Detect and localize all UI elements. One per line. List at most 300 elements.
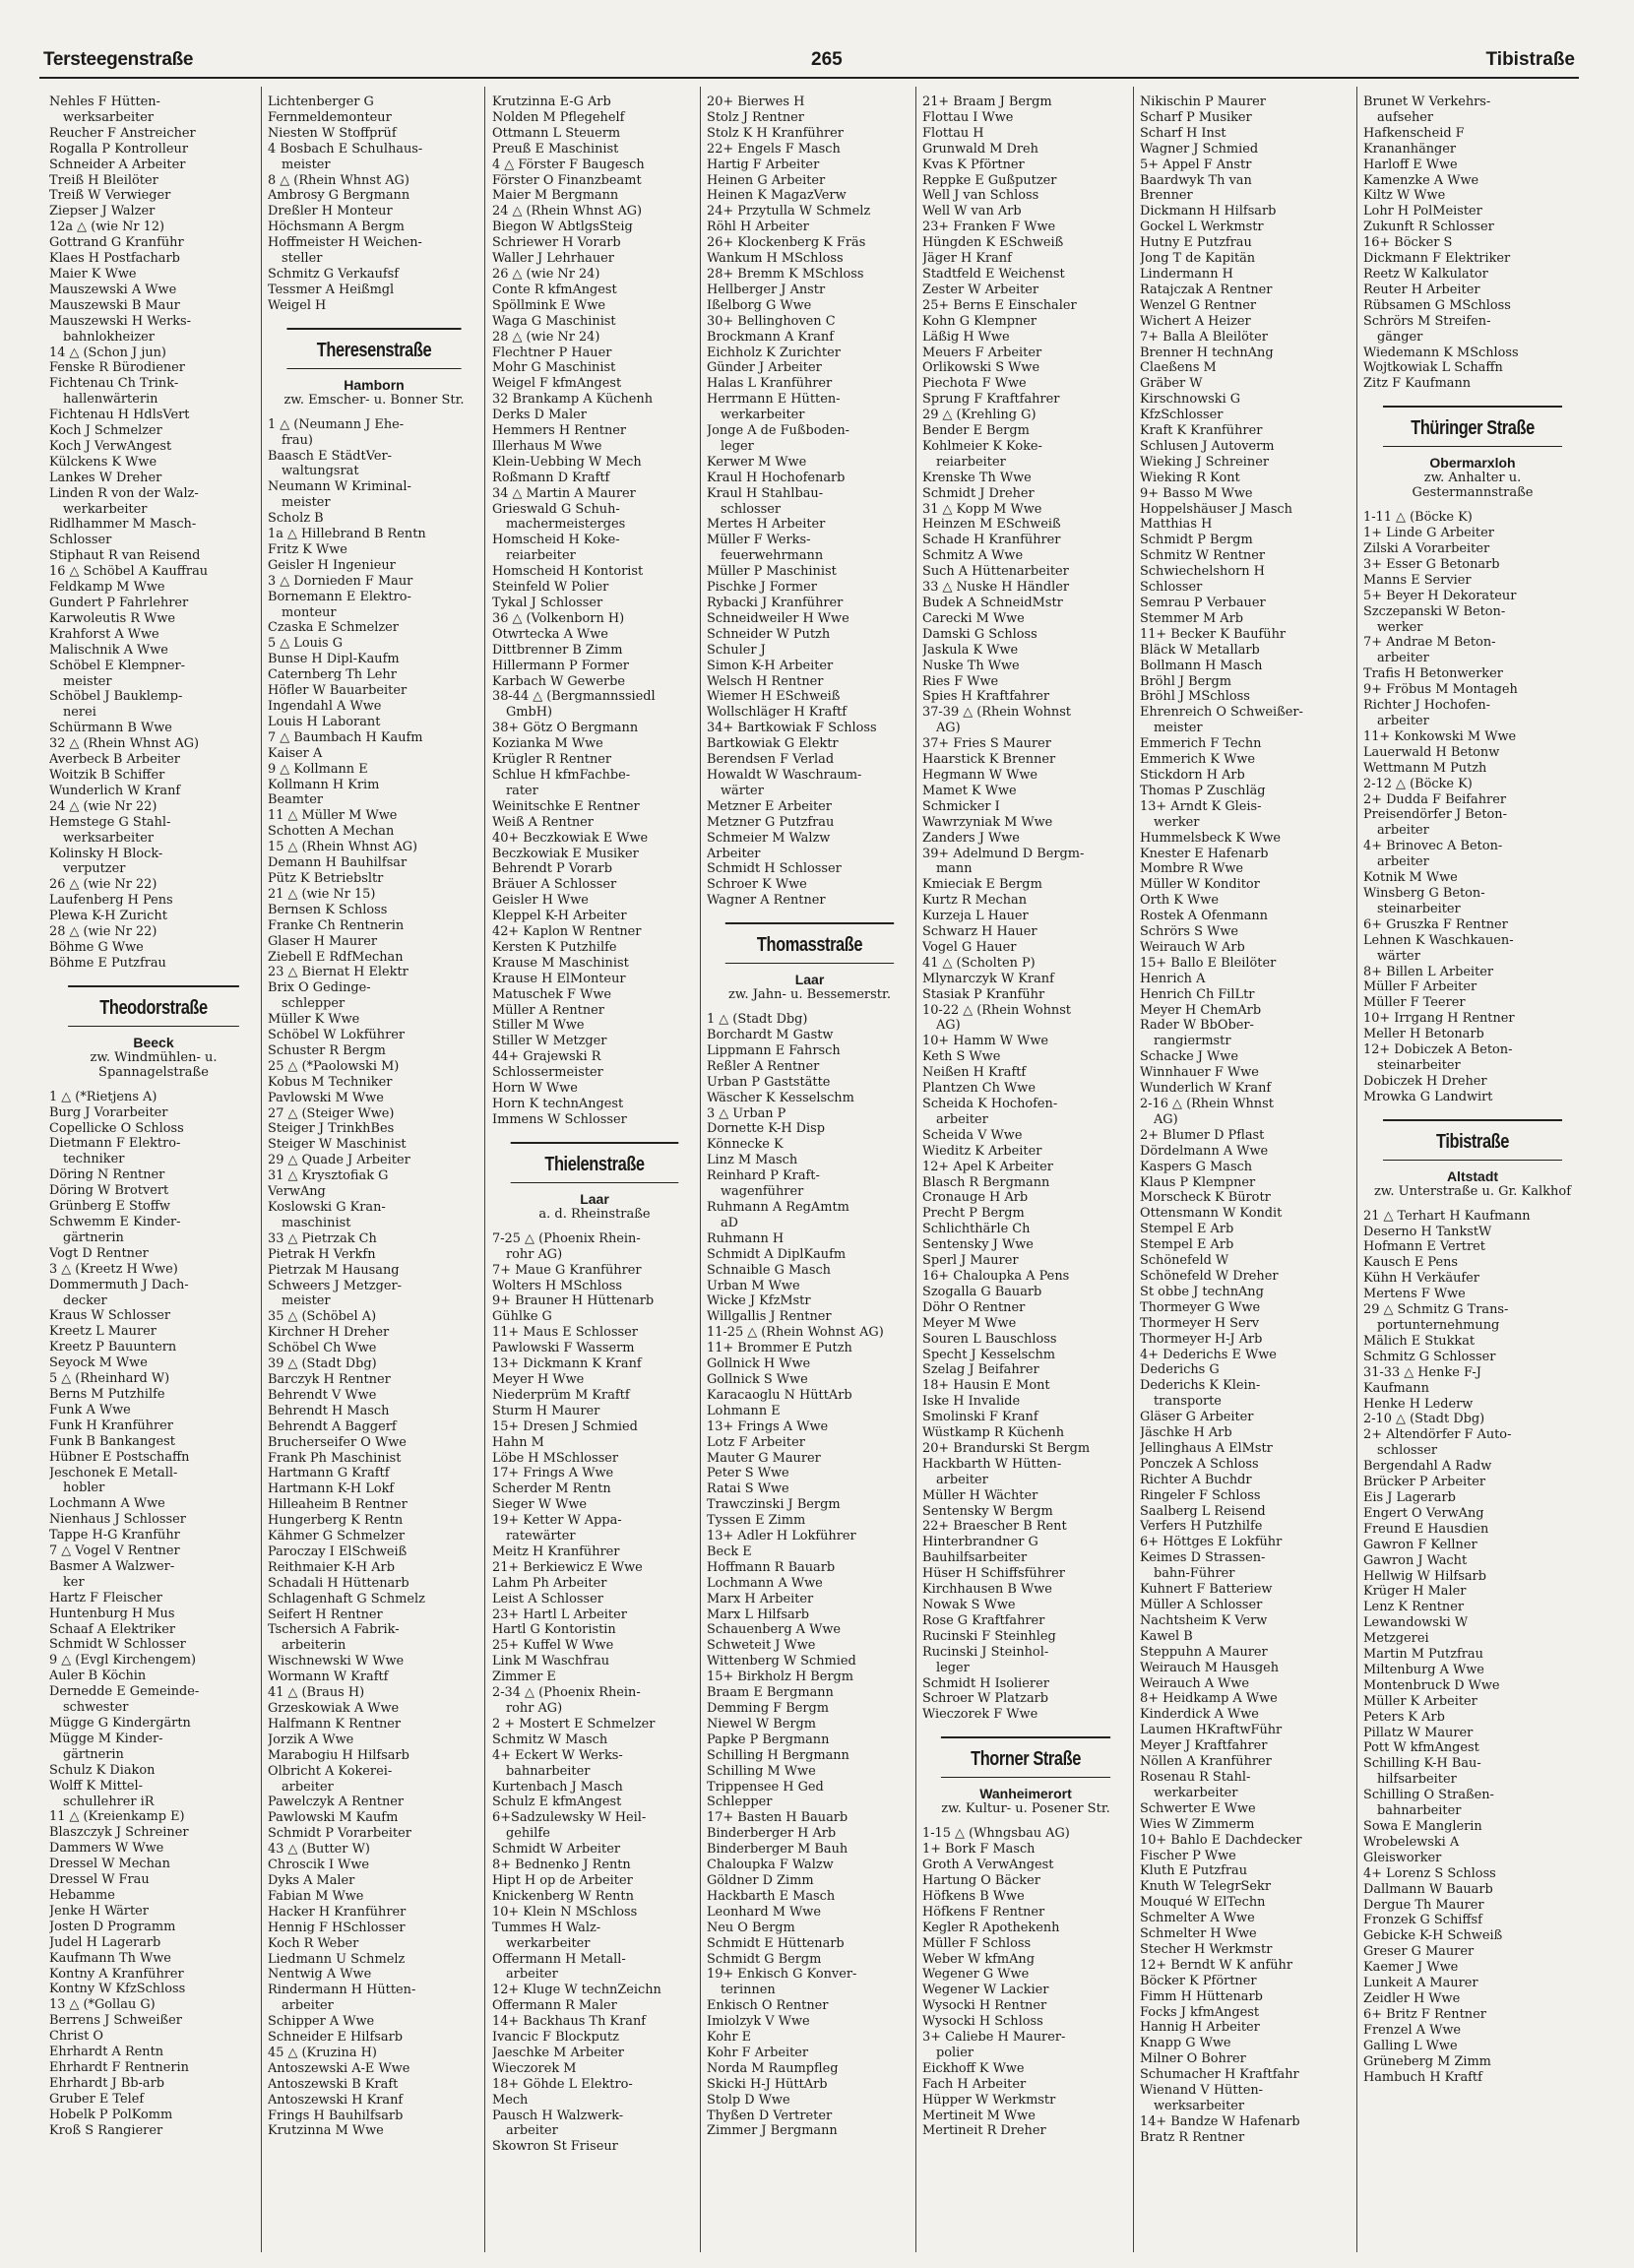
directory-entry: Morscheck K Bürotr <box>1140 1190 1271 1206</box>
directory-entry: 31-33 △ Henke F-J <box>1363 1364 1481 1380</box>
directory-entry: 2+ Altendörfer F Auto- <box>1363 1427 1512 1443</box>
directory-entry: 16 △ Schöbel A Kauffrau <box>49 564 209 580</box>
directory-entry: Krutzinna E-G Arb <box>492 94 611 109</box>
directory-entry: Offermann R Maler <box>492 1998 617 2014</box>
directory-entry: Dommermuth J Dach- <box>49 1277 189 1292</box>
directory-entry: 5 △ Louis G <box>268 636 344 652</box>
directory-entry: Hellwig W Hilfsarb <box>1363 1568 1486 1584</box>
directory-entry: schlosser <box>1377 1443 1438 1459</box>
directory-entry: Schulz E kfmAngest <box>492 1795 622 1810</box>
district-name: Laar <box>580 1190 609 1207</box>
directory-entry: Urban P Gaststätte <box>707 1074 831 1090</box>
directory-entry: Kaspers G Masch <box>1140 1159 1253 1174</box>
directory-entry: Steppuhn A Maurer <box>1140 1644 1268 1660</box>
directory-entry: Wicke J KfzMstr <box>707 1293 811 1309</box>
directory-entry: Hambuch H Kraftf <box>1363 2069 1482 2085</box>
directory-entry: Mombre R Wwe <box>1140 861 1244 877</box>
directory-entry: Schrörs M Streifen- <box>1363 313 1491 329</box>
directory-entry: Scheida V Wwe <box>922 1127 1023 1143</box>
directory-entry: 4 △ Förster F Baugesch <box>492 157 645 172</box>
directory-entry: Gundert P Fahrlehrer <box>49 596 189 610</box>
directory-entry: Reuter H Arbeiter <box>1363 282 1480 297</box>
directory-entry: Hoffmann R Bauarb <box>707 1559 836 1575</box>
directory-entry: techniker <box>63 1152 125 1167</box>
directory-entry: Müller K Wwe <box>268 1012 360 1028</box>
directory-entry: Mauszewski B Maur <box>49 297 180 313</box>
directory-entry: Kroß S Rangierer <box>49 2122 163 2138</box>
directory-entry: Maier M Bergmann <box>492 188 619 204</box>
directory-entry: Gühlke G <box>492 1309 552 1325</box>
directory-entry: Lotz F Arbeiter <box>707 1434 805 1450</box>
directory-entry: 29 △ (Krehling G) <box>922 408 1037 423</box>
directory-entry: Kaemer J Wwe <box>1363 1960 1459 1976</box>
directory-entry: 11 △ (Kreienkamp E) <box>49 1809 185 1825</box>
directory-entry: arbeiter <box>1377 854 1429 870</box>
directory-entry: 1a △ Hillebrand B Rentn <box>268 527 426 542</box>
directory-entry: Ridlhammer M Masch- <box>49 517 197 533</box>
directory-entry: Dietmann F Elektro- <box>49 1136 181 1152</box>
directory-entry: Schmitz G Schlosser <box>1363 1349 1496 1364</box>
directory-entry: Hutny E Putzfrau <box>1140 235 1252 251</box>
directory-entry: Preuß E Maschinist <box>492 141 619 157</box>
directory-entry: Stasiak P Kranführ <box>922 986 1045 1002</box>
directory-entry: Laufenberg H Pens <box>49 893 173 909</box>
directory-entry: Feldkamp M Wwe <box>49 580 165 596</box>
directory-entry: Meyer J Kraftfahrer <box>1140 1738 1268 1754</box>
directory-entry: Kontny A Kranführer <box>49 1966 184 1982</box>
directory-entry: werksarbeiter <box>63 830 155 846</box>
directory-entry: Henke H Lederw <box>1363 1396 1474 1412</box>
directory-entry: bahnarbeiter <box>1377 1803 1462 1819</box>
directory-entry: Spies H Kraftfahrer <box>922 689 1050 705</box>
directory-entry: Knuth W TelegrSekr <box>1140 1879 1271 1895</box>
directory-entry: 7 △ Baumbach H Kaufm <box>268 729 423 745</box>
directory-entry: 23+ Franken F Wwe <box>922 220 1056 235</box>
directory-entry: Günder J Arbeiter <box>707 360 822 376</box>
directory-entry: Mlynarczyk W Kranf <box>922 971 1054 986</box>
directory-entry: Hipt H op de Arbeiter <box>492 1872 633 1888</box>
directory-entry: Krause M Maschinist <box>492 955 629 971</box>
directory-entry: Brunet W Verkehrs- <box>1363 94 1491 109</box>
directory-entry: bahn-Führer <box>1154 1566 1235 1582</box>
directory-entry: 40+ Beczkowiak E Wwe <box>492 830 649 846</box>
directory-entry: Brenner <box>1140 188 1193 204</box>
directory-entry: Schneidweiler H Wwe <box>707 610 849 626</box>
directory-entry: Waga G Maschinist <box>492 313 616 329</box>
directory-entry: Döring W Brotvert <box>49 1183 169 1199</box>
directory-entry: Winsberg G Beton- <box>1363 885 1485 901</box>
directory-entry: Hemmers H Rentner <box>492 423 627 439</box>
directory-entry: Rindermann H Hütten- <box>268 1983 416 1998</box>
directory-entry: Schöbel J Bauklemp- <box>49 689 183 705</box>
directory-entry: Emmerich F Techn <box>1140 736 1262 752</box>
directory-entry: Gockel L Werkmstr <box>1140 220 1264 235</box>
street-range: zw. Anhalter u. Gestermannstraße <box>1412 471 1534 501</box>
directory-entry: Könnecke K <box>707 1137 784 1153</box>
directory-entry: 1 △ (Neumann J Ehe- <box>268 416 405 432</box>
directory-entry: Kühn H Verkäufer <box>1363 1271 1479 1287</box>
directory-entry: Wagner J Schmied <box>1140 141 1259 157</box>
directory-entry: 13+ Adler H Lokführer <box>707 1529 856 1544</box>
directory-entry: Pawlowski F Wasserm <box>492 1341 635 1356</box>
directory-entry: Wojtkowiak L Schaffn <box>1363 360 1503 376</box>
directory-entry: Hinterbrandner G <box>922 1535 1038 1550</box>
directory-entry: Dernedde E Gemeinde- <box>49 1684 200 1700</box>
directory-entry: Mügge G Kindergärtn <box>49 1716 191 1731</box>
directory-entry: Schroer K Wwe <box>707 877 807 893</box>
directory-entry: leger <box>936 1660 970 1675</box>
directory-entry: Gollnick H Wwe <box>707 1356 811 1372</box>
directory-entry: ratewärter <box>506 1529 576 1544</box>
directory-entry: Orth K Wwe <box>1140 893 1219 909</box>
directory-entry: werker <box>1154 814 1200 830</box>
directory-entry: Nachtsheim K Verw <box>1140 1612 1268 1628</box>
directory-entry: Schmitz G Verkaufsf <box>268 266 400 282</box>
directory-entry: 4+ Brinovec A Beton- <box>1363 839 1503 854</box>
directory-entry: Rybacki J Kranführer <box>707 596 844 610</box>
directory-entry: Schmeier M Walzw <box>707 830 831 846</box>
directory-entry: Martin M Putzfrau <box>1363 1647 1483 1663</box>
directory-entry: 16+ Chaloupka A Pens <box>922 1268 1070 1284</box>
directory-entry: Weirauch M Hausgeh <box>1140 1660 1280 1675</box>
directory-entry: arbeiter <box>282 1779 334 1795</box>
directory-entry: 41 △ (Braus H) <box>268 1685 365 1701</box>
directory-entry: verputzer <box>63 861 126 877</box>
directory-entry: 1 △ (*Rietjens A) <box>49 1089 157 1104</box>
directory-entry: Matuschek F Wwe <box>492 986 611 1002</box>
directory-entry: Kurzeja L Hauer <box>922 909 1029 924</box>
directory-entry: werksarbeiter <box>63 109 155 125</box>
directory-entry: Schroer W Platzarb <box>922 1691 1049 1707</box>
directory-entry: Braam E Bergmann <box>707 1685 834 1701</box>
directory-entry: Fichtenau H HdlsVert <box>49 408 190 423</box>
directory-entry: Schipper A Wwe <box>268 2014 375 2030</box>
directory-entry: Semrau P Verbauer <box>1140 596 1266 610</box>
directory-entry: Kraus W Schlosser <box>49 1308 171 1324</box>
directory-entry: Richter A Buchdr <box>1140 1472 1252 1487</box>
directory-entry: Claeßens M <box>1140 360 1217 376</box>
directory-entry: Scharf P Musiker <box>1140 109 1252 125</box>
directory-entry: 12+ Kluge W technZeichn <box>492 1983 661 1998</box>
directory-entry: 26+ Klockenberg K Fräs <box>707 235 866 251</box>
directory-entry: arbeiter <box>1377 823 1429 839</box>
directory-entry: Wichert A Heizer <box>1140 313 1251 329</box>
directory-entry: portunternehmung <box>1377 1318 1500 1333</box>
directory-entry: Müller K Arbeiter <box>1363 1693 1477 1709</box>
directory-entry: Schaaf A Elektriker <box>49 1621 176 1637</box>
directory-entry: Berendsen F Verlad <box>707 752 835 768</box>
directory-entry: 2-34 △ (Phoenix Rhein- <box>492 1685 641 1701</box>
directory-entry: arbeiter <box>936 1111 988 1127</box>
directory-entry: monteur <box>282 604 337 620</box>
directory-entry: Metzgerei <box>1363 1631 1429 1647</box>
directory-entry: Kohn G Klempner <box>922 313 1037 329</box>
directory-entry: Kuhnert F Batteriew <box>1140 1582 1273 1598</box>
directory-entry: Czaska E Schmelzer <box>268 620 399 636</box>
directory-entry: 4+ Dederichs E Wwe <box>1140 1347 1277 1362</box>
directory-entry: Kirschnowski G <box>1140 392 1241 408</box>
directory-entry: Chaloupka F Walzw <box>707 1858 834 1873</box>
directory-entry: 36 △ (Volkenborn H) <box>492 610 625 626</box>
directory-entry: Heinzen M ESchweiß <box>922 517 1061 533</box>
directory-entry: Rose G Kraftfahrer <box>922 1612 1045 1628</box>
directory-entry: Pott W kfmAngest <box>1363 1740 1479 1756</box>
directory-entry: Marx L Hilfsarb <box>707 1606 810 1622</box>
directory-entry: Hartl G Kontoristin <box>492 1622 616 1638</box>
directory-entry: Schlepper <box>707 1795 773 1810</box>
directory-entry: Vogel G Hauer <box>922 939 1017 955</box>
directory-entry: bahnlokheizer <box>63 329 155 345</box>
directory-entry: terinnen <box>721 1983 776 1998</box>
directory-entry: Schilling H Bergmann <box>707 1747 849 1763</box>
directory-entry: 3 △ Dornieden F Maur <box>268 573 413 589</box>
directory-entry: Kleppel K-H Arbeiter <box>492 909 627 924</box>
directory-entry: Stiller M Wwe <box>492 1018 585 1034</box>
directory-entry: Link M Waschfrau <box>492 1654 610 1670</box>
directory-entry: Mauszewski H Werks- <box>49 313 192 329</box>
directory-entry: 17+ Frings A Wwe <box>492 1466 614 1481</box>
directory-entry: Ehrhardt F Rentnerin <box>49 2059 189 2075</box>
directory-entry: St obbe J technAng <box>1140 1284 1264 1299</box>
directory-entry: Maier K Wwe <box>49 266 137 282</box>
directory-entry: 29 △ Quade J Arbeiter <box>268 1153 410 1168</box>
directory-entry: Schadali H Hüttenarb <box>268 1575 409 1591</box>
directory-entry: Pausch H Walzwerk- <box>492 2108 624 2123</box>
directory-entry: Schöbel W Lokführer <box>268 1028 406 1043</box>
directory-entry: Müller F Schloss <box>922 1935 1032 1951</box>
column-divider <box>1133 87 1134 2252</box>
directory-entry: Pavlowski M Wwe <box>268 1090 384 1105</box>
street-heading: Thüringer Straße <box>1383 406 1562 447</box>
directory-entry: Schwemm E Kinder- <box>49 1215 181 1229</box>
directory-entry: 2+ Dudda F Beifahrer <box>1363 791 1507 807</box>
directory-entry: Zester W Arbeiter <box>922 282 1039 297</box>
directory-entry: Antoszewski B Kraft <box>268 2076 399 2092</box>
directory-entry: Laumen HKraftwFühr <box>1140 1723 1283 1738</box>
directory-entry: Rucinski J Steinhol- <box>922 1644 1049 1660</box>
directory-entry: Binderberger H Arb <box>707 1826 837 1842</box>
directory-entry: Hungerberg K Rentn <box>268 1513 404 1529</box>
directory-entry: Schwerter E Wwe <box>1140 1800 1256 1816</box>
directory-entry: Mertineit M Wwe <box>922 2108 1036 2123</box>
directory-entry: 32 △ (Rhein Whnst AG) <box>49 736 200 752</box>
directory-entry: Linz M Masch <box>707 1153 798 1168</box>
directory-entry: Stiller W Metzger <box>492 1034 607 1049</box>
directory-entry: Horn W Wwe <box>492 1081 578 1097</box>
directory-entry: Mertineit R Dreher <box>922 2123 1046 2139</box>
directory-entry: Treiß H Bleilöter <box>49 172 158 188</box>
directory-entry: Fernmeldemonteur <box>268 109 392 125</box>
directory-entry: AG) <box>936 1018 961 1034</box>
directory-entry: Knapp G Wwe <box>1140 2036 1231 2051</box>
directory-entry: Wischnewski W Wwe <box>268 1654 405 1670</box>
street-heading: Theodorstraße <box>68 985 239 1027</box>
directory-entry: Schlichthärle Ch <box>922 1222 1031 1237</box>
directory-entry: Kollmann H Krim <box>268 777 380 792</box>
directory-entry: werksarbeiter <box>1154 2099 1245 2113</box>
directory-entry: KfzSchlosser <box>1140 408 1224 423</box>
directory-entry: Binderberger M Bauh <box>707 1842 848 1858</box>
directory-entry: Wenzel G Rentner <box>1140 297 1257 313</box>
directory-entry: 9+ Fröbus M Montageh <box>1363 682 1518 698</box>
directory-entry: Kobus M Techniker <box>268 1074 393 1090</box>
directory-entry: Kawel B <box>1140 1628 1193 1644</box>
directory-entry: frau) <box>282 432 313 448</box>
directory-entry: rohr AG) <box>506 1701 563 1716</box>
directory-entry: Ehrhardt J Bb-arb <box>49 2075 164 2091</box>
directory-entry: Scharf H Inst <box>1140 125 1226 141</box>
directory-entry: 5+ Beyer H Dekorateur <box>1363 588 1517 603</box>
directory-entry: Szelag J Beifahrer <box>922 1362 1039 1378</box>
directory-entry: Tyssen E Zimm <box>707 1513 806 1529</box>
directory-entry: Nowak S Wwe <box>922 1598 1016 1612</box>
directory-entry: Hackbarth E Masch <box>707 1888 836 1904</box>
directory-entry: Focks J kfmAngest <box>1140 2004 1260 2020</box>
directory-entry: Zukunft R Schlosser <box>1363 220 1494 235</box>
directory-entry: Dickmann H Hilfsarb <box>1140 204 1277 220</box>
directory-entry: 34+ Bartkowiak F Schloss <box>707 721 877 736</box>
directory-entry: Leonhard M Wwe <box>707 1904 821 1920</box>
directory-entry: 9+ Basso M Wwe <box>1140 485 1253 501</box>
directory-entry: Flottau H <box>922 125 984 141</box>
directory-entry: Milner O Bohrer <box>1140 2051 1246 2067</box>
directory-entry: Höchsmann A Bergm <box>268 220 405 235</box>
directory-entry: 22+ Braescher B Rent <box>922 1519 1067 1535</box>
directory-entry: Caternberg Th Lehr <box>268 667 397 683</box>
directory-entry: schwester <box>63 1700 129 1716</box>
directory-entry: Eickhoff K Wwe <box>922 2060 1025 2076</box>
directory-entry: Karacaoglu N HüttArb <box>707 1387 852 1403</box>
directory-entry: Eis J Lagerarb <box>1363 1489 1456 1505</box>
directory-entry: Bratz R Rentner <box>1140 2129 1245 2145</box>
directory-entry: Kaiser A <box>268 745 323 761</box>
directory-entry: Trafis H Betonwerker <box>1363 666 1503 682</box>
directory-entry: Schöbel Ch Wwe <box>268 1341 377 1356</box>
directory-entry: Dördelmann A Wwe <box>1140 1143 1269 1159</box>
street-range: zw. Kultur- u. Posener Str. <box>941 1801 1110 1817</box>
directory-entry: Hübner E Postschaffn <box>49 1449 190 1465</box>
directory-entry: Haarstick K Brenner <box>922 752 1056 768</box>
directory-entry: 44+ Grajewski R <box>492 1049 601 1065</box>
directory-entry: Knickenberg W Rentn <box>492 1888 634 1904</box>
directory-entry: wagenführer <box>721 1184 804 1200</box>
directory-entry: Emmerich K Wwe <box>1140 752 1256 768</box>
directory-entry: Dyks A Maler <box>268 1872 355 1888</box>
header-left-street: Tersteegenstraße <box>43 49 194 70</box>
directory-entry: Precht P Bergm <box>922 1206 1025 1222</box>
directory-entry: Paroczay I ElSchweiß <box>268 1544 408 1559</box>
directory-entry: hallenwärterin <box>63 392 158 408</box>
directory-entry: steller <box>282 251 323 267</box>
directory-entry: 5+ Appel F Anstr <box>1140 157 1252 172</box>
directory-entry: Koch J VerwAngest <box>49 438 172 454</box>
street-range: zw. Unterstraße u. Gr. Kalkhof <box>1373 1183 1572 1199</box>
directory-entry: Lindermann H <box>1140 266 1233 282</box>
directory-entry: 5 △ (Rheinhard W) <box>49 1371 170 1387</box>
directory-entry: Grünberg E Stoffw <box>49 1199 170 1215</box>
directory-entry: aD <box>721 1215 739 1230</box>
directory-entry: Hafkenscheid F <box>1363 125 1465 141</box>
directory-entry: Bartkowiak G Elektr <box>707 736 839 752</box>
directory-entry: Müller W Konditor <box>1140 877 1260 893</box>
directory-entry: Behrendt P Vorarb <box>492 861 612 877</box>
directory-entry: Külckens K Wwe <box>49 454 157 470</box>
directory-entry: Frenzel A Wwe <box>1363 2022 1461 2038</box>
directory-entry: meister <box>1154 721 1203 736</box>
directory-entry: Bergendahl A Radw <box>1363 1459 1492 1475</box>
directory-entry: Wysocki H Rentner <box>922 1998 1047 2014</box>
directory-entry: Rostek A Ofenmann <box>1140 909 1268 924</box>
directory-entry: werkarbeiter <box>721 408 805 423</box>
directory-entry: Schotten A Mechan <box>268 824 395 840</box>
directory-entry: Zilski A Vorarbeiter <box>1363 541 1490 557</box>
column-divider <box>1356 87 1357 2252</box>
directory-entry: Behrendt H Masch <box>268 1403 390 1418</box>
directory-entry: 7+ Andrae M Beton- <box>1363 635 1496 651</box>
directory-entry: Stecher H Werkmstr <box>1140 1941 1273 1957</box>
directory-entry: Mauter G Maurer <box>707 1450 821 1466</box>
directory-entry: 9 △ (Evgl Kirchengem) <box>49 1653 197 1669</box>
directory-entry: 25+ Berns E Einschaler <box>922 297 1077 313</box>
directory-entry: 15+ Ballo E Bleilöter <box>1140 955 1277 971</box>
directory-entry: Koch J Schmelzer <box>49 423 162 439</box>
directory-entry: Koch R Weber <box>268 1935 359 1951</box>
street-range: zw. Emscher- u. Bonner Str. <box>283 392 465 408</box>
directory-entry: Baardwyk Th van <box>1140 172 1252 188</box>
directory-entry: Schmidt W Schlosser <box>49 1637 186 1653</box>
directory-entry: Steinfeld W Polier <box>492 580 609 596</box>
directory-entry: Lahm Ph Arbeiter <box>492 1575 607 1591</box>
directory-entry: schlosser <box>721 501 782 517</box>
directory-entry: Beczkowiak E Musiker <box>492 846 639 861</box>
directory-entry: Müller F Teerer <box>1363 995 1466 1011</box>
directory-entry: Gawron F Kellner <box>1363 1537 1477 1552</box>
directory-entry: Rader W BbOber- <box>1140 1018 1254 1034</box>
directory-entry: Mohr G Maschinist <box>492 360 616 376</box>
directory-entry: Wollschläger H Kraftf <box>707 705 848 721</box>
directory-entry: Kozianka M Wwe <box>492 736 603 752</box>
directory-entry: Kraul H Stahlbau- <box>707 485 824 501</box>
directory-entry: Ringeler F Schloss <box>1140 1487 1261 1503</box>
directory-entry: reiarbeiter <box>506 548 576 564</box>
directory-entry: Bröhl J MSchloss <box>1140 689 1250 705</box>
directory-entry: Schmidt E Hüttenarb <box>707 1935 845 1951</box>
directory-entry: 23+ Hartl L Arbeiter <box>492 1606 627 1622</box>
directory-entry: transporte <box>1154 1394 1222 1410</box>
directory-entry: Lunkeit A Maurer <box>1363 1976 1478 1991</box>
directory-entry: Klein-Uebbing W Mech <box>492 454 642 470</box>
directory-entry: Berns M Putzhilfe <box>49 1386 165 1402</box>
directory-entry: Neu O Bergm <box>707 1920 795 1935</box>
directory-entry: Grunwald M Dreh <box>922 141 1038 157</box>
directory-entry: Fenske R Bürodiener <box>49 360 185 376</box>
directory-entry: Zanders J Wwe <box>922 830 1020 846</box>
directory-entry: Schwiechelshorn H <box>1140 564 1265 580</box>
directory-entry: Treiß W Verwieger <box>49 188 171 204</box>
directory-entry: Jellinghaus A ElMstr <box>1140 1440 1273 1456</box>
directory-entry: AG) <box>936 721 961 736</box>
directory-entry: Wunderlich W Kranf <box>49 783 181 798</box>
directory-entry: 31 △ Krysztofiak G <box>268 1168 389 1184</box>
directory-entry: Müller A Rentner <box>492 1002 604 1018</box>
directory-entry: Specht J Kesselschm <box>922 1347 1056 1362</box>
directory-entry: Nuske Th Wwe <box>922 658 1020 673</box>
directory-entry: Schauenberg A Wwe <box>707 1622 841 1638</box>
directory-entry: Weigel H <box>268 297 327 313</box>
directory-entry: Schönefeld W <box>1140 1253 1229 1269</box>
directory-entry: Christ O <box>49 2029 103 2045</box>
directory-entry: Nikischin P Maurer <box>1140 94 1266 109</box>
